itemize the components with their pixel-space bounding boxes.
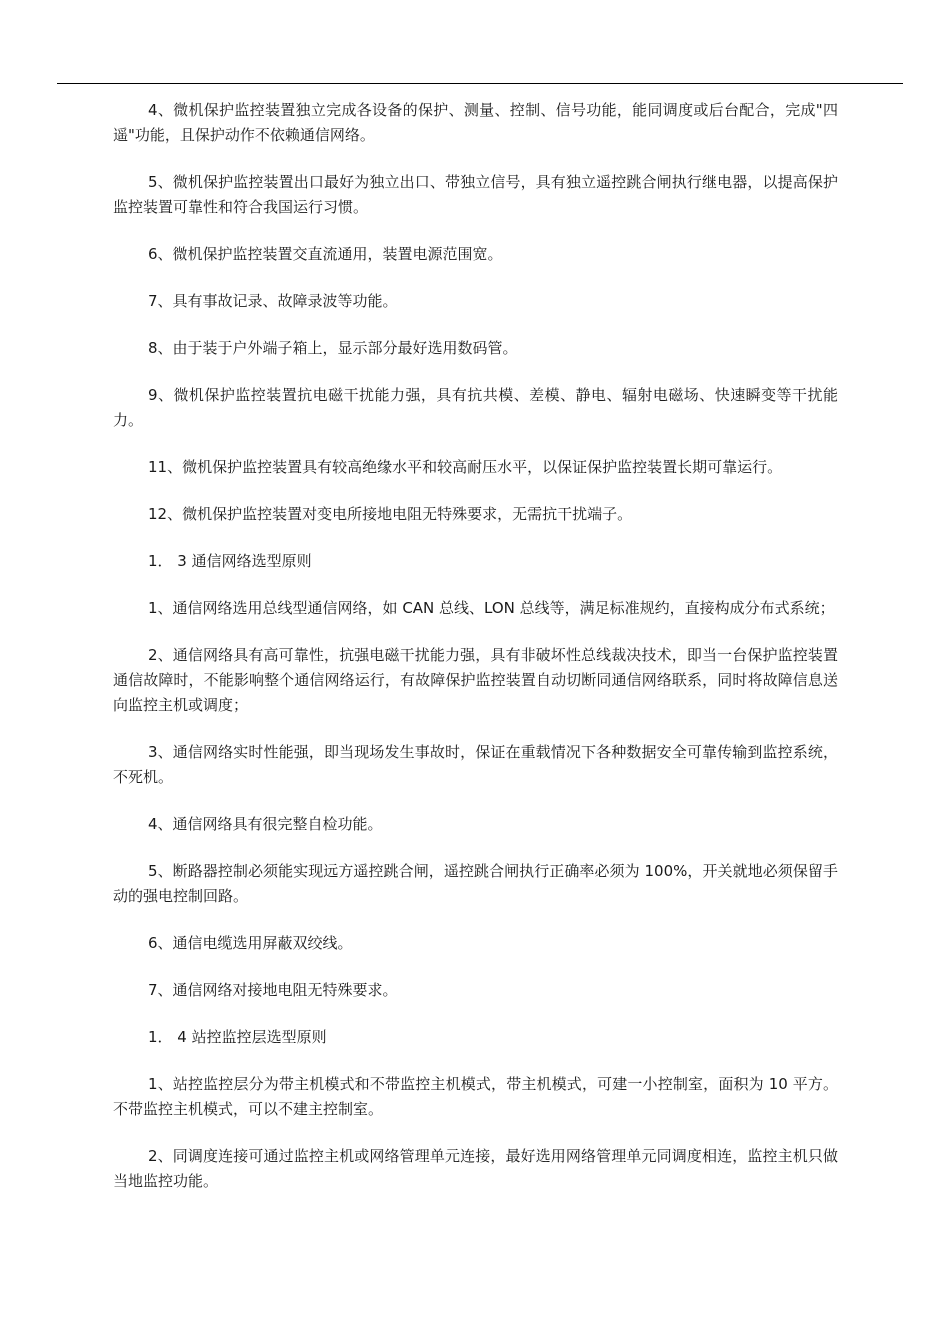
paragraph-item-5-output: 5、微机保护监控装置出口最好为独立出口、带独立信号，具有独立遥控跳合闸执行继电器，以提高保护监控装置可靠性和符合我国运行习惯。 (113, 173, 838, 216)
paragraph-item-11-insulation: 11、微机保护监控装置具有较高绝缘水平和较高耐压水平，以保证保护监控装置长期可靠运行。 (148, 458, 783, 476)
paragraph-station-2: 2、同调度连接可通过监控主机或网络管理单元连接，最好选用网络管理单元同调度相连，监控主机只做当地监控功能。 (113, 1147, 838, 1190)
paragraph-network-3: 3、通信网络实时性能强，即当现场发生事故时，保证在重载情况下各种数据安全可靠传输到监控系统，不死机。 (113, 743, 838, 786)
paragraph-item-9-emi: 9、微机保护监控装置抗电磁干扰能力强，具有抗共模、差模、静电、辐射电磁场、快速瞬变等干扰能力。 (113, 386, 838, 429)
paragraph-item-8-display: 8、由于装于户外端子箱上，显示部分最好选用数码管。 (148, 339, 518, 357)
section-heading-1-3: 1． 3 通信网络选型原则 (148, 552, 312, 570)
paragraph-network-1: 1、通信网络选用总线型通信网络，如 CAN 总线、LON 总线等，满足标准规约，直接构成分布式系统； (148, 599, 835, 617)
header-rule (57, 83, 903, 84)
section-heading-1-4: 1． 4 站控监控层选型原则 (148, 1028, 327, 1046)
paragraph-network-6: 6、通信电缆选用屏蔽双绞线。 (148, 934, 353, 952)
document-body (113, 98, 838, 1216)
paragraph-item-6-power: 6、微机保护监控装置交直流通用，装置电源范围宽。 (148, 245, 503, 263)
paragraph-item-7-records: 7、具有事故记录、故障录波等功能。 (148, 292, 398, 310)
paragraph-network-4: 4、通信网络具有很完整自检功能。 (148, 815, 383, 833)
paragraph-item-4-protection: 4、微机保护监控装置独立完成各设备的保护、测量、控制、信号功能，能同调度或后台配合，完成"四遥"功能，且保护动作不依赖通信网络。 (113, 101, 838, 144)
paragraph-network-5: 5、断路器控制必须能实现远方遥控跳合闸，遥控跳合闸执行正确率必须为 100%，开关就地必须保留手动的强电控制回路。 (113, 862, 838, 905)
paragraph-station-1: 1、站控监控层分为带主机模式和不带监控主机模式，带主机模式，可建一小控制室，面积为 10 平方。不带监控主机模式，可以不建主控制室。 (113, 1075, 838, 1118)
paragraph-network-7: 7、通信网络对接地电阻无特殊要求。 (148, 981, 398, 999)
paragraph-network-2: 2、通信网络具有高可靠性，抗强电磁干扰能力强，具有非破坏性总线裁决技术，即当一台保护监控装置通信故障时，不能影响整个通信网络运行，有故障保护监控装置自动切断同通信网络联系，同时将故障信息送向监控主机或调度； (113, 646, 838, 714)
paragraph-item-12-grounding: 12、微机保护监控装置对变电所接地电阻无特殊要求，无需抗干扰端子。 (148, 505, 633, 523)
